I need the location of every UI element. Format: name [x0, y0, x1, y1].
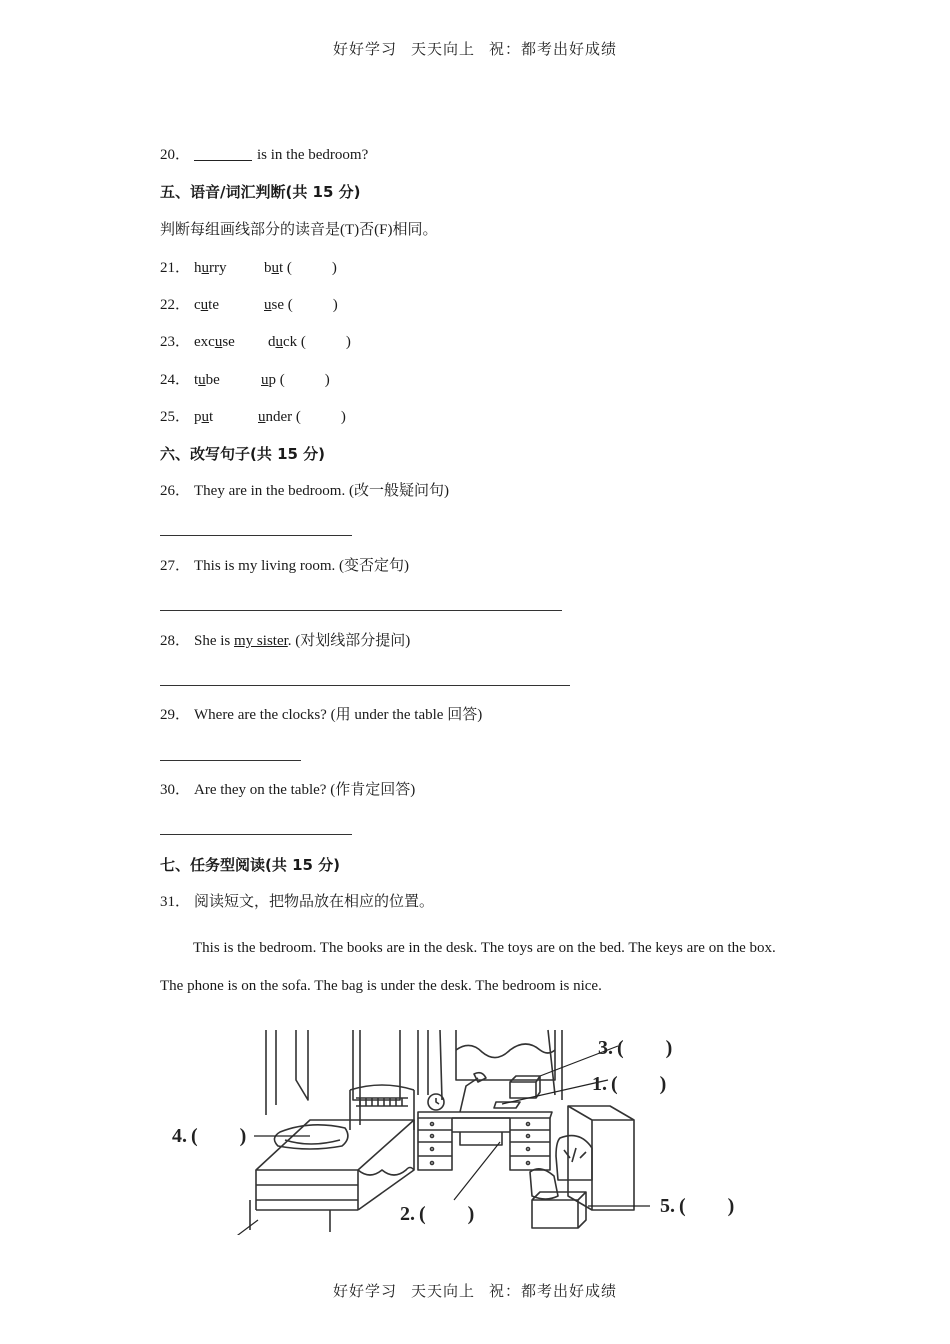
- word-1: put: [194, 409, 214, 425]
- section-5-instruction: 判断每组画线部分的读音是(T)否(F)相同。: [160, 222, 438, 238]
- question-number: 22．: [160, 297, 191, 313]
- word-2: under (: [258, 409, 301, 425]
- question-26: [160, 481, 449, 501]
- figure-label-4: 4. ( ): [172, 1125, 247, 1147]
- question-27: [160, 556, 409, 576]
- word-1: cute: [194, 297, 219, 313]
- answer-line-27[interactable]: [160, 610, 562, 611]
- question-text: is in the bedroom?: [257, 147, 369, 163]
- section-7-title: 七、任务型阅读(共 15 分): [160, 856, 341, 874]
- word-2: use (: [264, 297, 293, 313]
- answer-line-26[interactable]: [160, 535, 352, 536]
- word-2: duck (: [268, 334, 306, 350]
- question-number: 29．: [160, 707, 191, 723]
- header-mid: 天天向上: [410, 40, 475, 58]
- question-text: They are in the bedroom. (改一般疑问句): [194, 483, 449, 499]
- word-1: tube: [194, 372, 220, 388]
- question-number: 31．: [160, 894, 191, 910]
- header-right: 祝：都考出好成绩: [489, 40, 618, 58]
- word-2: but (: [264, 260, 292, 276]
- question-23: [160, 332, 351, 352]
- figure-label-3: 3. ( ): [598, 1037, 673, 1059]
- question-text: She is: [194, 633, 235, 649]
- question-instruction: . (对划线部分提问): [287, 633, 411, 649]
- close-paren: ): [324, 372, 330, 388]
- footer-left: 好好学习: [332, 1282, 397, 1300]
- question-number: 24．: [160, 372, 191, 388]
- question-31: [160, 892, 434, 912]
- section-5-title: 五、语音/词汇判断(共 15 分): [160, 183, 361, 201]
- question-number: 26．: [160, 483, 191, 499]
- footer-mid: 天天向上: [410, 1282, 475, 1300]
- section-6-title: 六、改写句子(共 15 分): [160, 445, 326, 463]
- question-28: [160, 631, 410, 651]
- question-24: [160, 370, 330, 390]
- word-1: hurry: [194, 260, 227, 276]
- figure-label-2: 2. ( ): [400, 1203, 475, 1225]
- close-paren: ): [345, 334, 351, 350]
- answer-line-28[interactable]: [160, 685, 570, 686]
- question-29: [160, 705, 482, 725]
- answer-line-30[interactable]: [160, 834, 352, 835]
- question-21: [160, 258, 337, 278]
- footer-right: 祝：都考出好成绩: [489, 1282, 618, 1300]
- question-number: 27．: [160, 558, 191, 574]
- bedroom-illustration: [160, 1020, 760, 1235]
- question-text: 阅读短文，把物品放在相应的位置。: [194, 894, 435, 910]
- reading-passage: This is the bedroom. The books are in the desk. The toys are on the bed. The keys are on the box. The phone is on the sofa. The bag is under the desk. The bedroom is nice.: [160, 940, 776, 994]
- figure-label-1: 1. ( ): [592, 1073, 667, 1095]
- close-paren: ): [340, 409, 346, 425]
- page-footer: [0, 1280, 950, 1301]
- answer-blank[interactable]: [194, 146, 252, 161]
- question-22: [160, 295, 338, 315]
- question-number: 23．: [160, 334, 191, 350]
- question-text: Are they on the table? (作肯定回答): [194, 782, 416, 798]
- question-text: This is my living room. (变否定句): [194, 558, 409, 574]
- close-paren: ): [331, 260, 337, 276]
- question-number: 20．: [160, 147, 191, 163]
- question-30: [160, 780, 415, 800]
- close-paren: ): [332, 297, 338, 313]
- question-25: [160, 407, 346, 427]
- page-header: [0, 38, 950, 59]
- question-number: 28．: [160, 633, 191, 649]
- underlined-phrase: my sister: [234, 633, 288, 649]
- bedroom-drawing: [250, 1030, 634, 1232]
- question-number: 25．: [160, 409, 191, 425]
- header-left: 好好学习: [332, 40, 397, 58]
- word-1: excuse: [194, 334, 235, 350]
- answer-line-29[interactable]: [160, 760, 301, 761]
- question-20: [160, 145, 368, 165]
- question-number: 30．: [160, 782, 191, 798]
- question-text: Where are the clocks? (用 under the table 回答): [194, 707, 483, 723]
- figure-label-5: 5. ( ): [660, 1195, 735, 1217]
- word-2: up (: [261, 372, 285, 388]
- question-number: 21．: [160, 260, 191, 276]
